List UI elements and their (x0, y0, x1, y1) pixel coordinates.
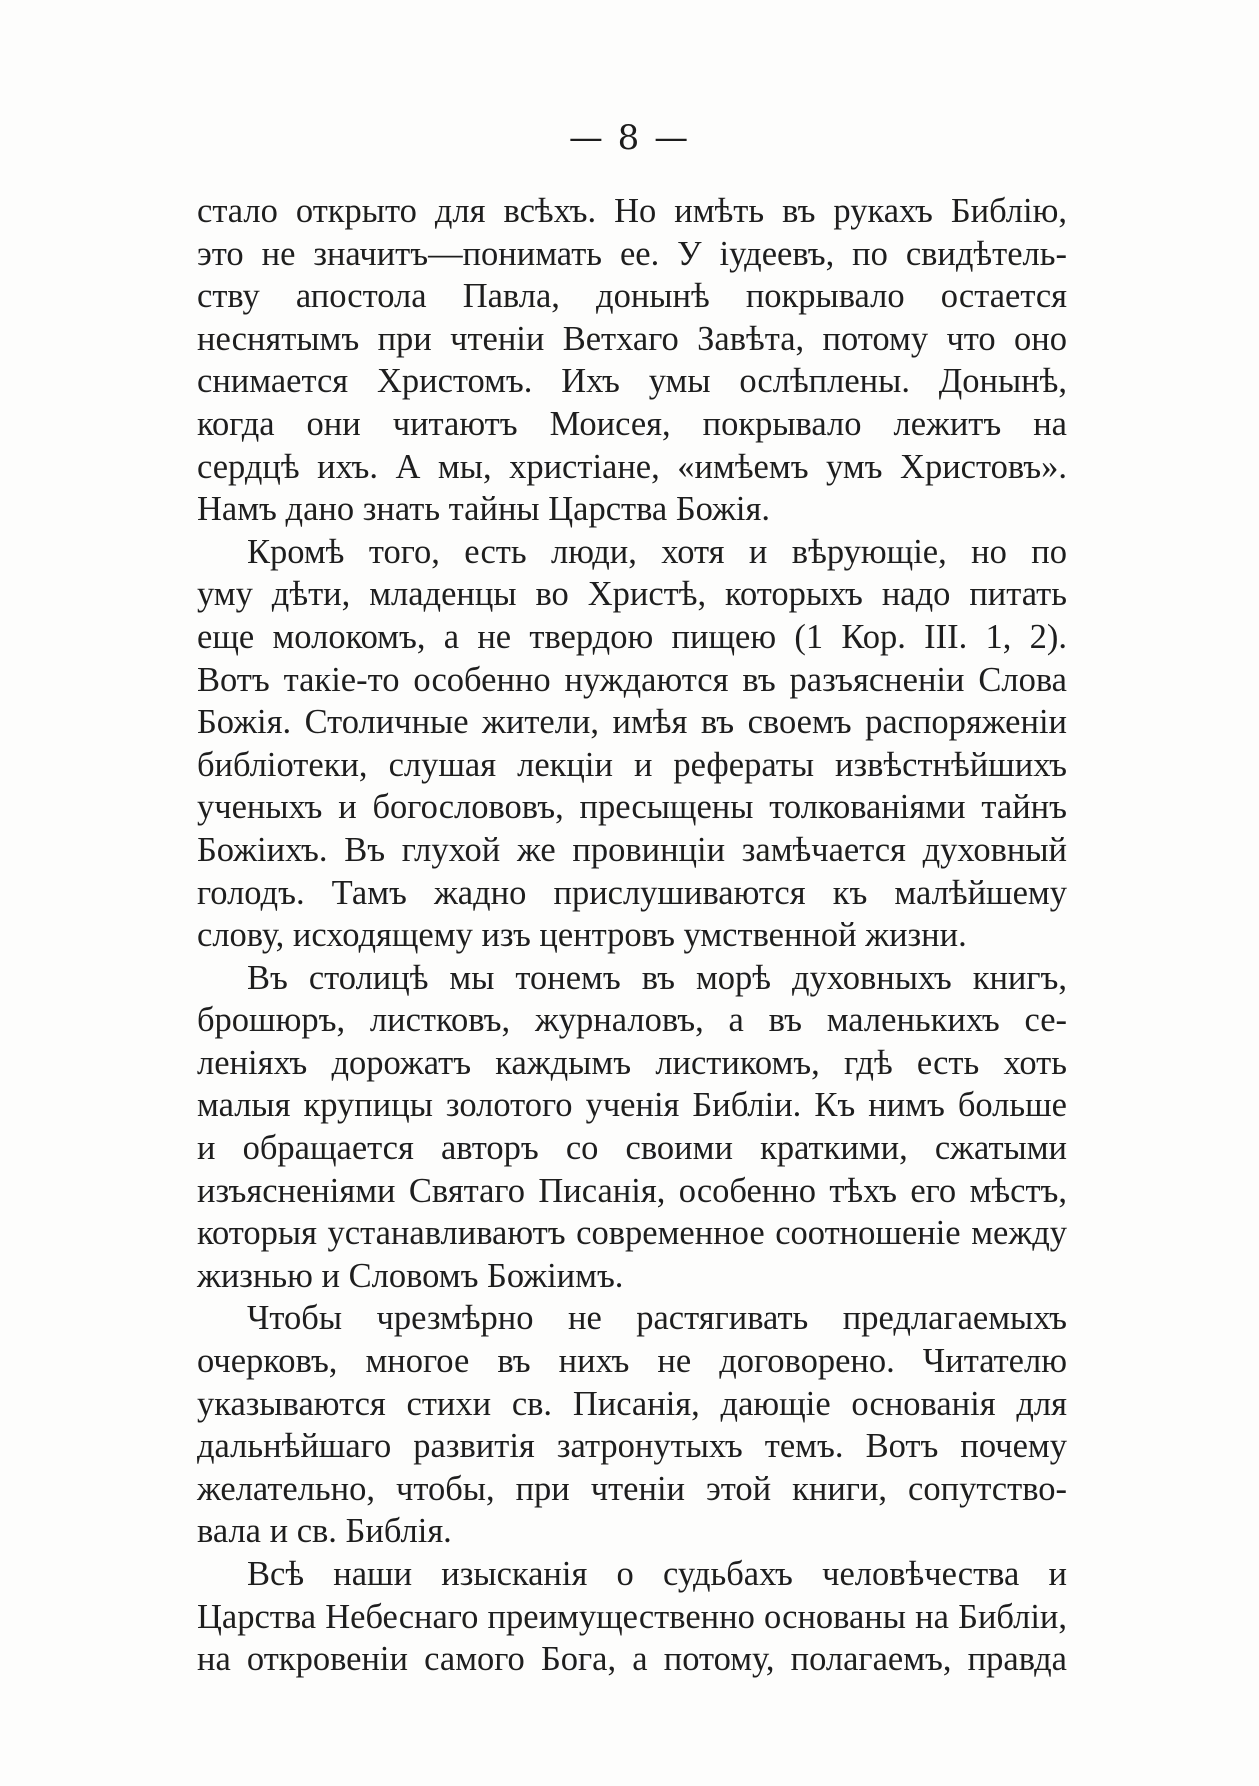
paragraph-2 (197, 531, 1067, 957)
text-line: Чтобы чрезмѣрно не растягивать предлагаемыхъ (247, 1299, 1067, 1338)
text-line: Царства Небеснаго преимущественно основаны на Библіи, (197, 1597, 1067, 1636)
text-line: голодъ. Тамъ жадно прислушиваются къ малѣйшему (197, 873, 1067, 912)
text-line: Всѣ наши изысканія о судьбахъ человѣчества и (247, 1555, 1067, 1593)
page-number: — 8 — (568, 118, 691, 158)
text-line: сердцѣ ихъ. А мы, христіане, «имѣемъ умъ Христовъ». (197, 447, 1067, 486)
text-line: Божія. Столичные жители, имѣя въ своемъ распоряженіи (197, 703, 1067, 742)
text-line: указываются стихи св. Писанія, дающіе основанія для (197, 1384, 1067, 1423)
text-line: желательно, чтобы, при чтеніи этой книги, сопутство- (197, 1469, 1067, 1508)
text-line: Намъ дано знать тайны Царства Божія. (197, 490, 770, 529)
text-line: дальнѣйшаго развитія затронутыхъ темъ. Вотъ почему (197, 1427, 1067, 1466)
text-line: жизнью и Словомъ Божіимъ. (197, 1256, 624, 1295)
text-line: леніяхъ дорожатъ каждымъ листикомъ, гдѣ есть хоть (197, 1043, 1067, 1082)
text-line: Кромѣ того, есть люди, хотя и вѣрующіе, но по (247, 532, 1067, 571)
text-line: изъясненіями Святаго Писанія, особенно тѣхъ его мѣстъ, (197, 1171, 1067, 1210)
text-line: это не значитъ—понимать ее. У іудеевъ, по свидѣтель- (197, 234, 1067, 273)
text-line: уму дѣти, младенцы во Христѣ, которыхъ надо питать (197, 575, 1067, 614)
text-line: вала и св. Библія. (197, 1512, 452, 1551)
text-line: ству апостола Павла, донынѣ покрывало остается (197, 277, 1067, 316)
text-line: Въ столицѣ мы тонемъ въ морѣ духовныхъ книгъ, (247, 958, 1067, 997)
text-line: когда они читаютъ Моисея, покрывало лежитъ на (197, 404, 1067, 443)
text-line: неснятымъ при чтеніи Ветхаго Завѣта, потому что оно (197, 319, 1067, 358)
text-line: снимается Христомъ. Ихъ умы ослѣплены. Донынѣ, (197, 362, 1067, 401)
text-line: на откровеніи самого Бога, а потому, полагаемъ, правда (197, 1640, 1067, 1679)
text-line: брошюръ, листковъ, журналовъ, а въ маленькихъ се- (197, 1001, 1067, 1040)
text-line: библіотеки, слушая лекціи и рефераты извѣстнѣйшихъ (197, 745, 1067, 784)
text-line: слову, исходящему изъ центровъ умственной жизни. (197, 916, 967, 955)
text-line: которыя устанавливаютъ современное соотношеніе между (197, 1214, 1067, 1253)
text-line: и обращается авторъ со своими краткими, сжатыми (197, 1129, 1067, 1168)
body-text (197, 190, 1067, 1681)
text-line: Божіихъ. Въ глухой же провинціи замѣчается духовный (197, 830, 1067, 869)
paragraph-1 (197, 190, 1067, 531)
paragraph-3 (197, 957, 1067, 1298)
text-line: еще молокомъ, а не твердою пищею (1 Кор. III. 1, 2). (197, 617, 1067, 656)
text-line: стало открыто для всѣхъ. Но имѣть въ рукахъ Библію, (197, 192, 1067, 230)
text-line: ученыхъ и богослововъ, пресыщены толкованіями тайнъ (197, 788, 1067, 827)
paragraph-5 (197, 1553, 1067, 1681)
text-line: Вотъ такіе-то особенно нуждаются въ разъясненіи Слова (197, 660, 1067, 699)
paragraph-4 (197, 1297, 1067, 1553)
text-line: очерковъ, многое въ нихъ не договорено. Читателю (197, 1342, 1067, 1381)
text-line: малыя крупицы золотого ученія Библіи. Къ нимъ больше (197, 1086, 1067, 1125)
